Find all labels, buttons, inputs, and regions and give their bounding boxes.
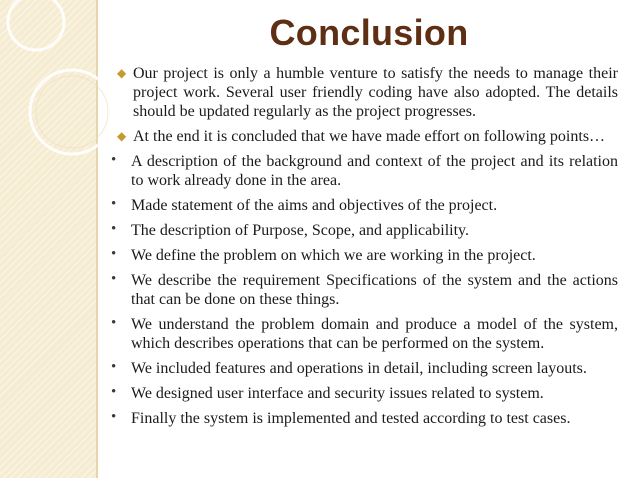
point-text: We understand the problem domain and produce a model of the system, which describes operations that can be performed on the system. bbox=[131, 316, 618, 352]
bullet-icon: • bbox=[111, 196, 117, 212]
bullet-icon: ◆ bbox=[117, 66, 127, 80]
bullet-icon: • bbox=[111, 409, 117, 425]
list-item bbox=[100, 409, 618, 428]
bullet-icon: • bbox=[111, 246, 117, 262]
bullet-icon: • bbox=[111, 359, 117, 375]
slide-content bbox=[100, 64, 618, 434]
page-title: Conclusion bbox=[269, 12, 469, 53]
points-list bbox=[100, 152, 618, 428]
list-item bbox=[100, 196, 618, 215]
decorative-circles-icon bbox=[0, 0, 110, 200]
bullet-icon: • bbox=[111, 271, 117, 287]
point-text: Made statement of the aims and objectives of the project. bbox=[131, 197, 498, 214]
point-text: We designed user interface and security issues related to system. bbox=[131, 385, 544, 402]
bullet-icon: • bbox=[111, 315, 117, 331]
bullet-icon: • bbox=[111, 384, 117, 400]
point-text: A description of the background and context of the project and its relation to work already done in the area. bbox=[131, 153, 618, 189]
list-item bbox=[100, 246, 618, 265]
list-item bbox=[100, 152, 618, 190]
top-bullet-list bbox=[100, 64, 618, 146]
bullet-icon: • bbox=[111, 152, 117, 168]
list-item bbox=[100, 359, 618, 378]
list-item bbox=[102, 64, 618, 121]
point-text: We describe the requirement Specifications of the system and the actions that can be done on these things. bbox=[131, 272, 618, 308]
bullet-icon: • bbox=[111, 221, 117, 237]
bullet-text: At the end it is concluded that we have made effort on following points… bbox=[133, 128, 606, 145]
bullet-text: Our project is only a humble venture to satisfy the needs to manage their project work. Several user friendly coding have also adopted. The details should be updated regularly as the project progresses. bbox=[133, 65, 618, 120]
point-text: We define the problem on which we are working in the project. bbox=[131, 247, 536, 264]
bullet-icon: ◆ bbox=[117, 129, 127, 143]
list-item bbox=[100, 315, 618, 353]
list-item bbox=[100, 271, 618, 309]
list-item bbox=[102, 127, 618, 146]
point-text: The description of Purpose, Scope, and applicability. bbox=[131, 222, 469, 239]
list-item bbox=[100, 221, 618, 240]
point-text: We included features and operations in detail, including screen layouts. bbox=[131, 360, 587, 377]
point-text: Finally the system is implemented and tested according to test cases. bbox=[131, 410, 571, 427]
list-item bbox=[100, 384, 618, 403]
